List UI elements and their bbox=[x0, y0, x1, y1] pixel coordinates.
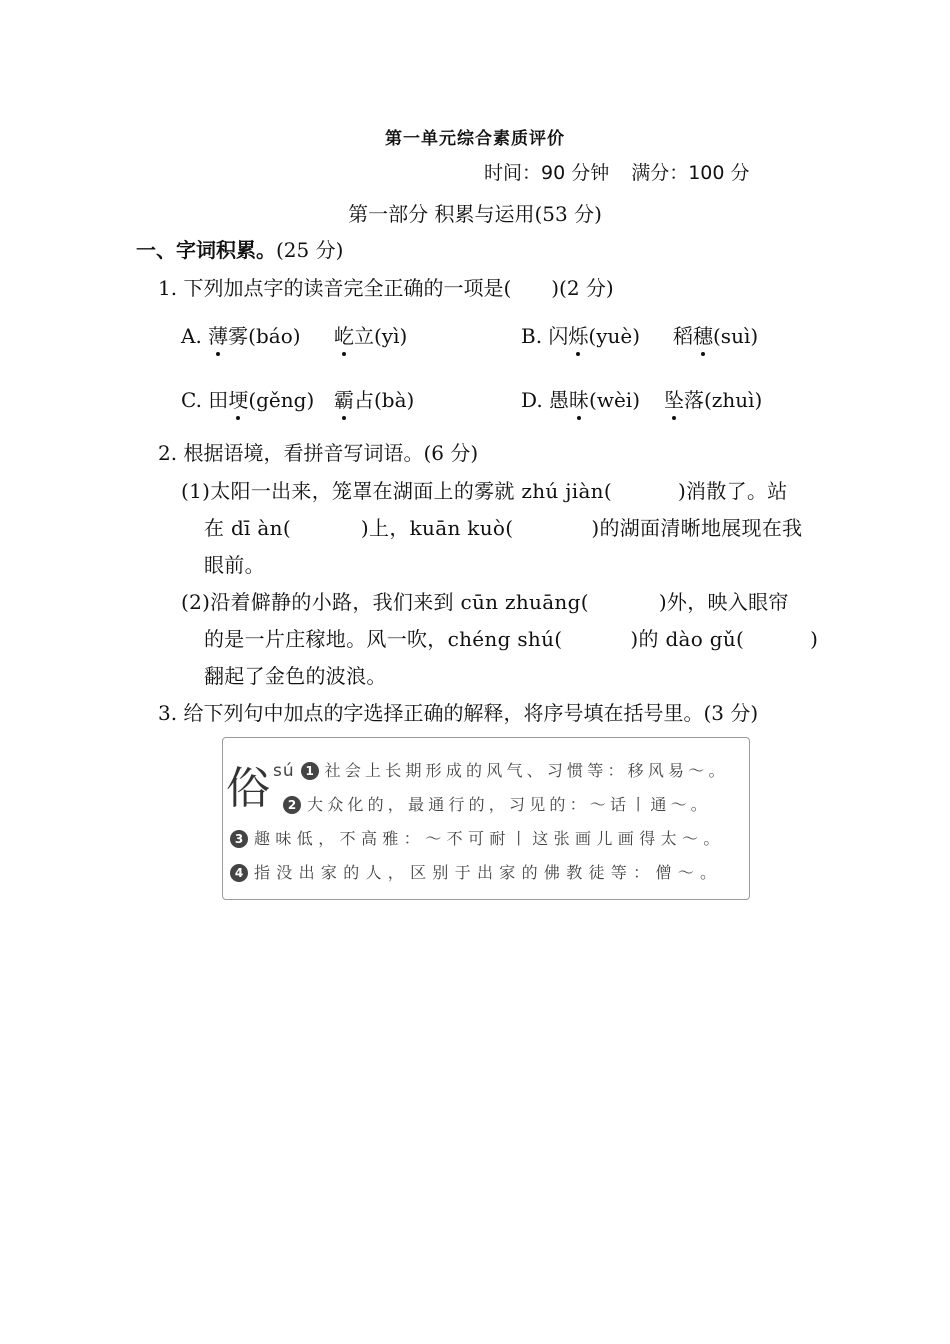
q2-p2-line-3: 翻起了金色的波浪。 bbox=[204, 664, 387, 688]
section-points: (25 分) bbox=[276, 238, 344, 262]
dotted-char: 埂 bbox=[228, 384, 248, 413]
option-d-word-1: D. 愚昧(wèi) bbox=[521, 384, 640, 413]
exam-time: 时间：90 分钟 bbox=[484, 162, 610, 184]
dotted-char: 霸 bbox=[334, 384, 354, 413]
dictionary-entry-box bbox=[222, 737, 750, 900]
dotted-char: 屹 bbox=[334, 320, 354, 349]
section-heading bbox=[136, 234, 343, 263]
definition-3: 3 趣味低，不高雅：～不可耐丨这张画儿画得太～。 bbox=[230, 826, 725, 849]
q2-p1-line-2: 在 dī àn( )上，kuān kuò( )的湖面清晰地展现在我 bbox=[204, 516, 803, 540]
definition-2: 2 大众化的，最通行的，习见的：～话丨通～。 bbox=[283, 792, 711, 815]
option-d-word-2: 坠落(zhuì) bbox=[664, 384, 762, 413]
definition-1: sú 1 社会上长期形成的风气、习惯等：移风易～。 bbox=[273, 761, 729, 781]
exam-title: 第一单元综合素质评价 bbox=[385, 129, 565, 149]
option-c-word-1: C. 田埂(gěng) bbox=[181, 384, 314, 413]
number-1-icon: 1 bbox=[301, 762, 319, 780]
option-b-word-2: 稻穗(suì) bbox=[673, 320, 758, 349]
part-heading: 第一部分 积累与运用(53 分) bbox=[348, 202, 602, 226]
section-label: 一、字词积累。 bbox=[136, 238, 276, 262]
question-1-stem: 1. 下列加点字的读音完全正确的一项是( )(2 分) bbox=[158, 276, 614, 300]
dictionary-character: 俗 bbox=[226, 763, 270, 814]
definition-4: 4 指没出家的人，区别于出家的佛教徒等：僧～。 bbox=[230, 860, 722, 883]
q2-p1-line-3: 眼前。 bbox=[204, 553, 265, 577]
option-a-word-1: A. 薄雾(báo) bbox=[181, 320, 301, 349]
q2-p2-line-2: 的是一片庄稼地。风一吹，chéng shú( )的 dào gǔ( ) bbox=[204, 627, 819, 651]
number-3-icon: 3 bbox=[230, 830, 248, 848]
exam-total-score: 满分：100 分 bbox=[631, 162, 750, 184]
time-score-bar bbox=[484, 158, 750, 185]
option-c-word-2: 霸占(bà) bbox=[334, 384, 414, 413]
question-3-stem: 3. 给下列句中加点的字选择正确的解释，将序号填在括号里。(3 分) bbox=[158, 701, 759, 725]
dotted-char: 烁 bbox=[568, 320, 588, 349]
question-2-stem: 2. 根据语境，看拼音写词语。(6 分) bbox=[158, 441, 479, 465]
q2-p1-line-1: (1)太阳一出来，笼罩在湖面上的雾就 zhú jiàn( )消散了。站 bbox=[181, 479, 788, 503]
q2-p2-line-1: (2)沿着僻静的小路，我们来到 cūn zhuāng( )外，映入眼帘 bbox=[181, 590, 789, 614]
dotted-char: 坠 bbox=[664, 384, 684, 413]
dotted-char: 穗 bbox=[693, 320, 713, 349]
dictionary-pinyin: sú bbox=[273, 761, 295, 781]
number-2-icon: 2 bbox=[283, 796, 301, 814]
dotted-char: 薄 bbox=[208, 320, 228, 349]
option-a-word-2: 屹立(yì) bbox=[334, 320, 407, 349]
dotted-char: 昧 bbox=[569, 384, 589, 413]
number-4-icon: 4 bbox=[230, 864, 248, 882]
option-b-word-1: B. 闪烁(yuè) bbox=[521, 320, 640, 349]
